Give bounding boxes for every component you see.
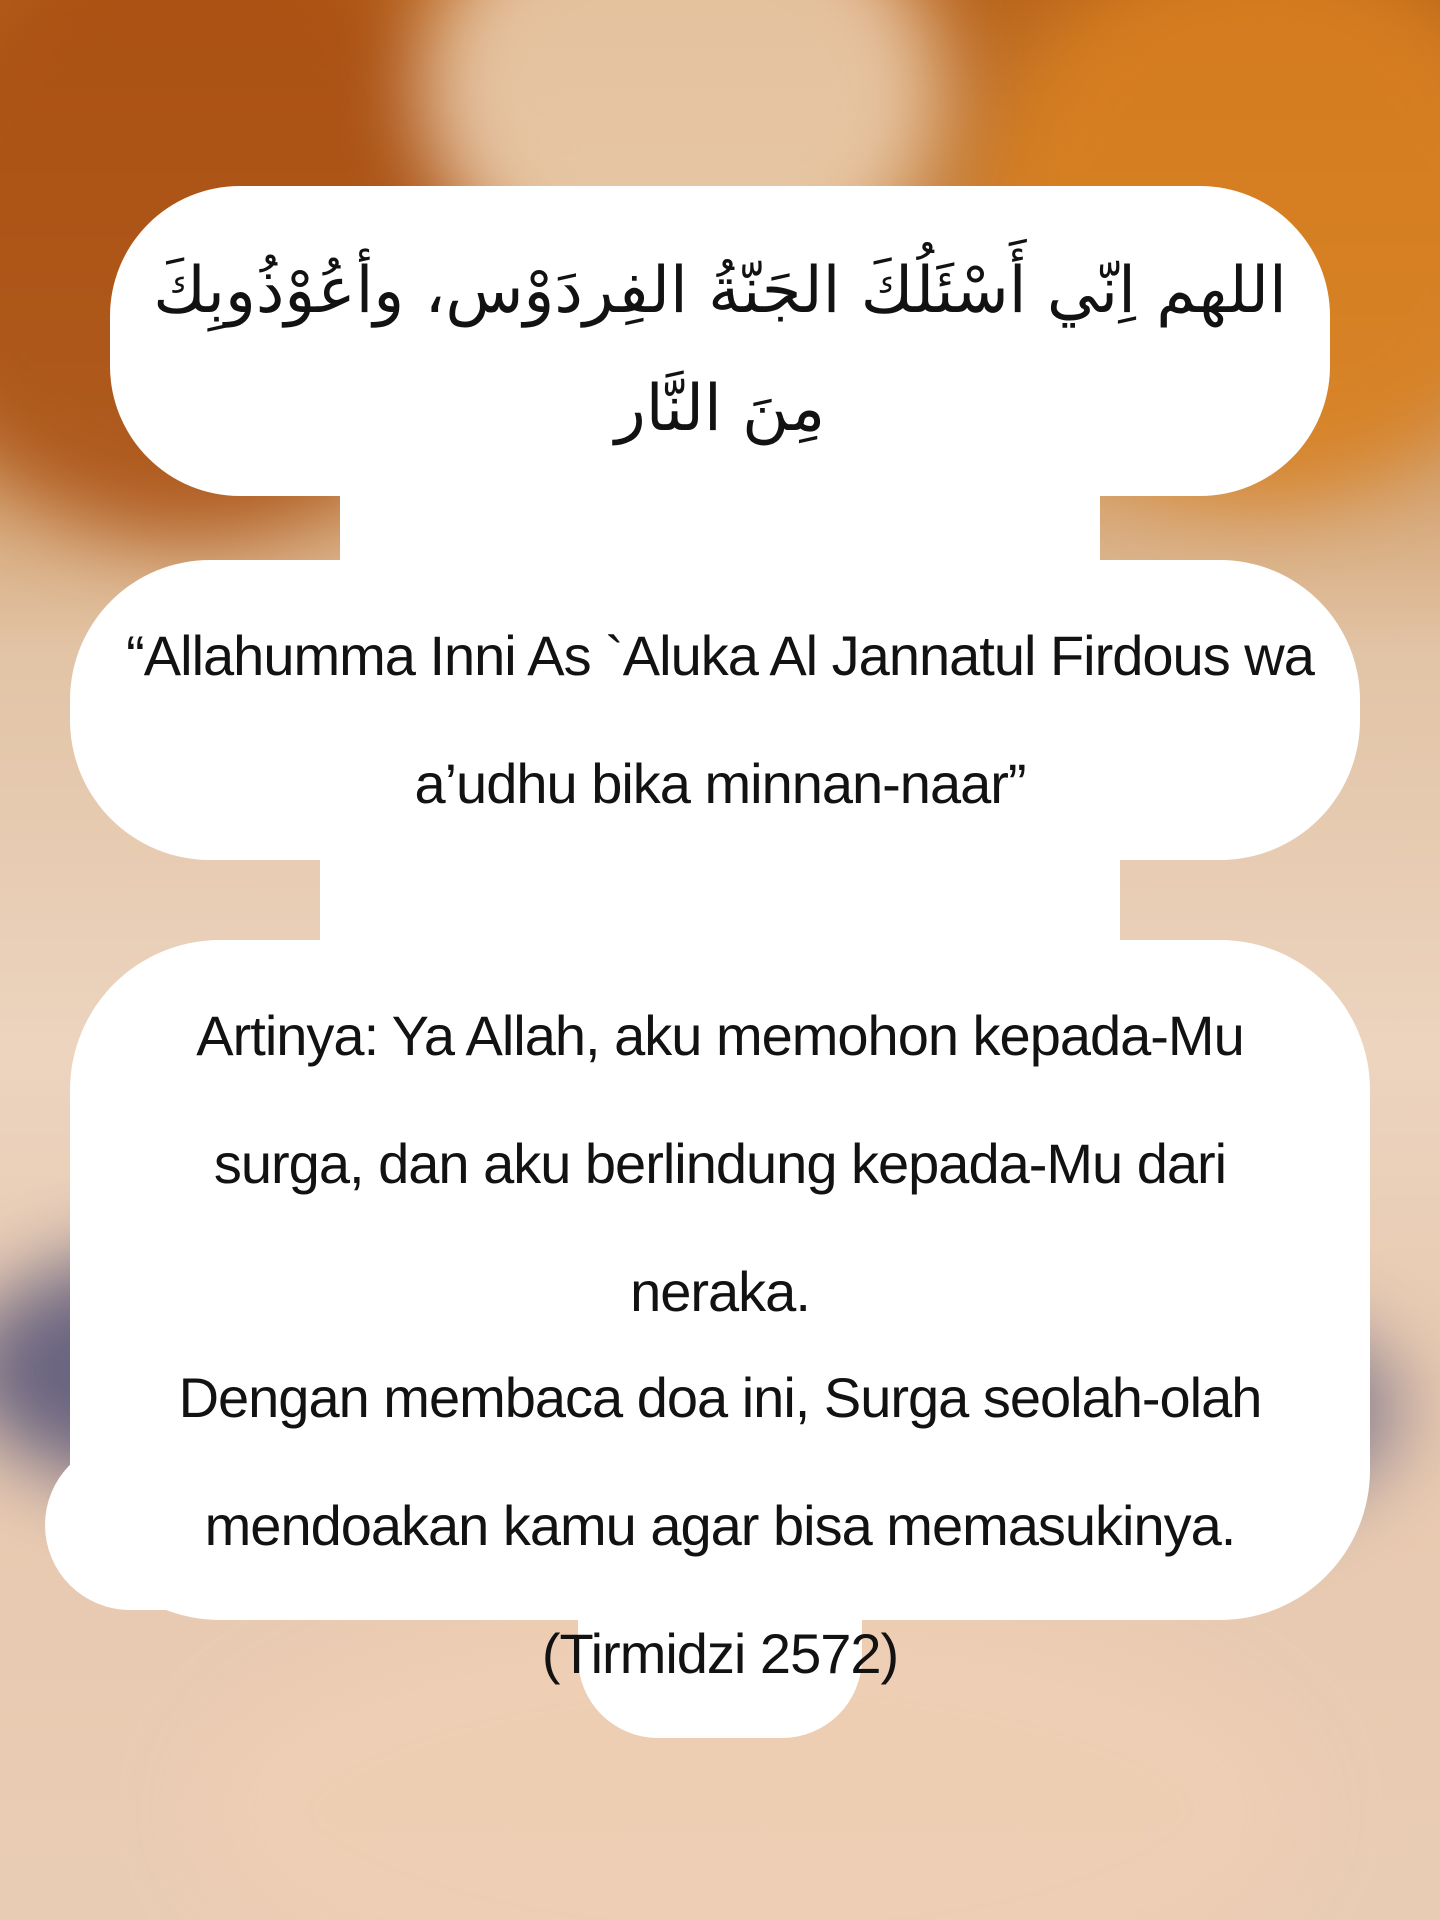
meaning-text: Artinya: Ya Allah, aku memohon kepada-Mu surga, dan aku berlindung kepada-Mu dari neraka. xyxy=(196,1004,1244,1323)
arabic-dua: اللهم اِنّي أَسْئَلُكَ الجَنّةُ الفِردَوْس، وأعُوْذُوبِكَ مِنَ النَّار xyxy=(153,254,1287,446)
transliteration-text: “Allahumma Inni As `Aluka Al Jannatul Firdous wa a’udhu bika minnan-naar” xyxy=(126,624,1314,815)
benefit-text: Dengan membaca doa ini, Surga seolah-olah mendoakan kamu agar bisa memasukinya. (Tirmidzi 2572) xyxy=(178,1366,1262,1685)
